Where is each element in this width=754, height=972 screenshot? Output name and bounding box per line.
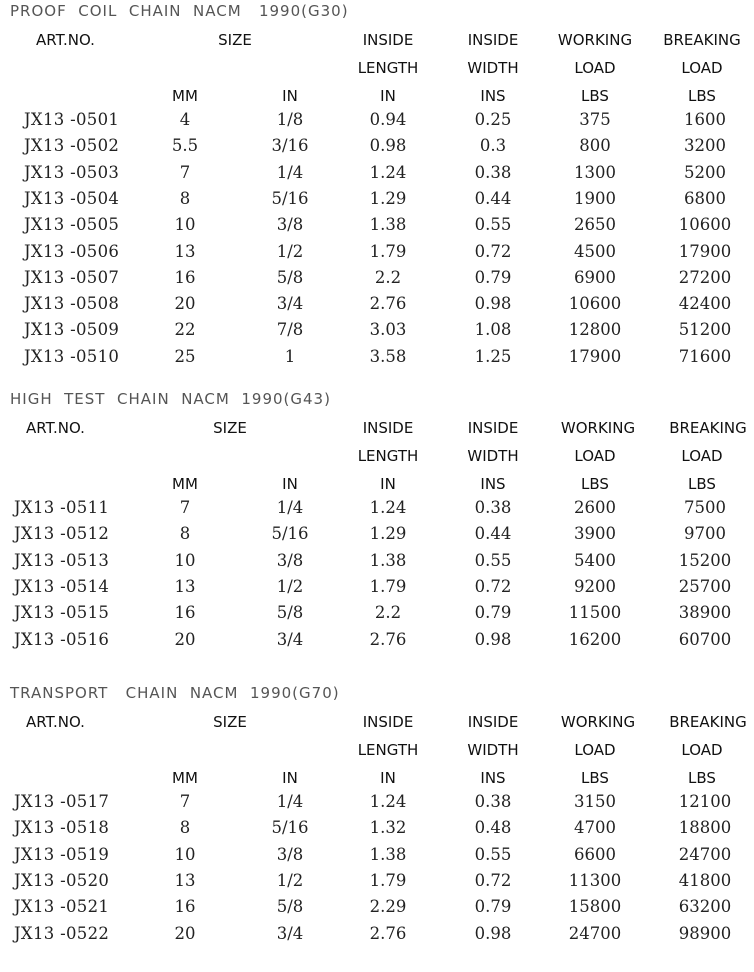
table-cell: 0.44 (474, 524, 512, 544)
unit-header: MM (172, 87, 198, 105)
table-cell: 3900 (574, 524, 616, 544)
table-cell: 9700 (684, 524, 726, 544)
table-cell: 20 (174, 923, 196, 943)
table-cell: 2.76 (369, 629, 407, 649)
table-cell: 24700 (568, 923, 622, 943)
table-cell: 1.79 (369, 870, 407, 890)
table-cell: 7500 (684, 498, 726, 517)
table-row (0, 601, 754, 627)
table-cell: 0.48 (474, 818, 512, 838)
high-test-title: HIGH TEST CHAIN NACM 1990(G43) (10, 390, 331, 408)
table-cell: 1/8 (276, 110, 304, 129)
art-no-cell: JX13 -0506 (24, 241, 120, 261)
table-cell: 1/4 (276, 792, 304, 811)
column-header: INSIDE (467, 713, 519, 731)
art-no-cell: JX13 -0519 (14, 844, 110, 864)
table-cell: 3/8 (276, 844, 304, 864)
table-cell: 4500 (574, 241, 616, 261)
table-row (0, 922, 754, 948)
unit-header: INS (480, 475, 506, 493)
table-row (0, 266, 754, 292)
column-header: SIZE (213, 419, 247, 437)
table-cell: 0.72 (474, 870, 512, 890)
column-header: ART.NO. (26, 419, 85, 437)
table-row (0, 790, 754, 816)
unit-header: LBS (581, 87, 609, 105)
table-row (0, 496, 754, 522)
table-row (0, 575, 754, 601)
unit-header: LBS (688, 769, 716, 787)
art-no-cell: JX13 -0502 (24, 136, 120, 156)
art-no-cell: JX13 -0517 (14, 792, 110, 811)
art-no-cell: JX13 -0522 (14, 923, 110, 943)
column-header-line2: LENGTH (357, 447, 419, 465)
table-cell: 1.38 (369, 215, 407, 235)
table-cell: 1.24 (369, 498, 407, 517)
table-cell: 1/2 (276, 241, 304, 261)
table-row (0, 318, 754, 344)
table-cell: 1.24 (369, 162, 407, 182)
table-row (0, 549, 754, 575)
table-row (0, 816, 754, 842)
table-cell: 1/2 (276, 576, 304, 596)
table-cell: 5/16 (271, 524, 309, 544)
table-row (0, 134, 754, 160)
table-cell: 3/4 (276, 923, 304, 943)
spec-section (0, 682, 754, 972)
column-header: SIZE (213, 713, 247, 731)
unit-header: INS (480, 769, 506, 787)
unit-header: IN (380, 475, 396, 493)
table-cell: 0.98 (474, 629, 512, 649)
art-no-cell: JX13 -0509 (24, 320, 120, 340)
table-cell: 5/16 (271, 818, 309, 838)
table-cell: 24700 (678, 844, 732, 864)
table-cell: 51200 (678, 320, 732, 340)
unit-header: MM (172, 769, 198, 787)
table-cell: 1.08 (474, 320, 512, 340)
table-cell: 1600 (684, 110, 726, 129)
column-header-line2: LOAD (574, 59, 616, 77)
table-cell: 8 (179, 818, 191, 838)
table-cell: 1300 (574, 162, 616, 182)
art-no-cell: JX13 -0508 (24, 294, 120, 314)
column-header: INSIDE (362, 419, 414, 437)
table-cell: 13 (174, 870, 196, 890)
art-no-cell: JX13 -0516 (14, 629, 110, 649)
table-row (0, 213, 754, 239)
table-cell: 5200 (684, 162, 726, 182)
table-cell: 800 (579, 136, 611, 156)
table-cell: 0.79 (474, 267, 512, 287)
table-cell: 11500 (568, 603, 622, 623)
table-row (0, 108, 754, 134)
art-no-cell: JX13 -0507 (24, 267, 120, 287)
table-cell: 1/2 (276, 870, 304, 890)
table-cell: 0.38 (474, 498, 512, 517)
table-cell: 15200 (678, 550, 732, 570)
table-cell: 3.58 (369, 346, 407, 366)
table-cell: 0.38 (474, 792, 512, 811)
table-cell: 1900 (574, 188, 616, 208)
table-cell: 10 (174, 844, 196, 864)
table-cell: 60700 (678, 629, 732, 649)
table-cell: 16 (174, 267, 196, 287)
table-cell: 6900 (574, 267, 616, 287)
table-cell: 0.98 (474, 294, 512, 314)
table-cell: 8 (179, 188, 191, 208)
table-cell: 5400 (574, 550, 616, 570)
table-row (0, 292, 754, 318)
table-cell: 3/4 (276, 294, 304, 314)
table-cell: 0.72 (474, 576, 512, 596)
table-cell: 17900 (678, 241, 732, 261)
table-cell: 20 (174, 629, 196, 649)
unit-header: LBS (688, 87, 716, 105)
column-header-line2: LOAD (574, 741, 616, 759)
table-cell: 5/8 (276, 897, 304, 917)
table-cell: 4 (179, 110, 191, 129)
table-cell: 1/4 (276, 162, 304, 182)
table-cell: 27200 (678, 267, 732, 287)
table-cell: 0.79 (474, 897, 512, 917)
table-cell: 2600 (574, 498, 616, 517)
column-header-line2: LOAD (681, 741, 723, 759)
table-cell: 1.29 (369, 524, 407, 544)
table-cell: 2.76 (369, 294, 407, 314)
column-header: WORKING (560, 713, 636, 731)
column-header-line2: WIDTH (467, 447, 519, 465)
table-cell: 8 (179, 524, 191, 544)
table-cell: 5/8 (276, 267, 304, 287)
table-cell: 16 (174, 603, 196, 623)
art-no-cell: JX13 -0514 (14, 576, 110, 596)
table-cell: 1.79 (369, 576, 407, 596)
table-cell: 0.3 (479, 136, 507, 156)
table-cell: 12100 (678, 792, 732, 811)
proof-coil-title: PROOF COIL CHAIN NACM 1990(G30) (10, 2, 349, 20)
column-header-line2: WIDTH (467, 741, 519, 759)
table-cell: 0.38 (474, 162, 512, 182)
table-cell: 22 (174, 320, 196, 340)
art-no-cell: JX13 -0510 (24, 346, 120, 366)
table-cell: 3/4 (276, 629, 304, 649)
column-header: WORKING (557, 31, 633, 49)
table-cell: 10 (174, 215, 196, 235)
table-cell: 4700 (574, 818, 616, 838)
table-cell: 63200 (678, 897, 732, 917)
art-no-cell: JX13 -0521 (14, 897, 110, 917)
table-cell: 25700 (678, 576, 732, 596)
spec-section (0, 388, 754, 678)
table-cell: 15800 (568, 897, 622, 917)
table-cell: 0.98 (474, 923, 512, 943)
table-cell: 71600 (678, 346, 732, 366)
unit-header: MM (172, 475, 198, 493)
column-header-line2: WIDTH (467, 59, 519, 77)
unit-header: LBS (688, 475, 716, 493)
table-cell: 1.25 (474, 346, 512, 366)
table-cell: 98900 (678, 923, 732, 943)
table-row (0, 240, 754, 266)
unit-header: LBS (581, 475, 609, 493)
table-cell: 2.76 (369, 923, 407, 943)
table-cell: 12800 (568, 320, 622, 340)
column-header-line2: LOAD (681, 447, 723, 465)
column-header: ART.NO. (26, 713, 85, 731)
table-cell: 42400 (678, 294, 732, 314)
table-cell: 25 (174, 346, 196, 366)
table-cell: 6600 (574, 844, 616, 864)
unit-header: IN (380, 769, 396, 787)
art-no-cell: JX13 -0512 (14, 524, 110, 544)
art-no-cell: JX13 -0515 (14, 603, 110, 623)
art-no-cell: JX13 -0520 (14, 870, 110, 890)
column-header: BREAKING (669, 419, 747, 437)
unit-header: IN (380, 87, 396, 105)
table-cell: 5/8 (276, 603, 304, 623)
table-row (0, 869, 754, 895)
column-header-line2: LENGTH (357, 741, 419, 759)
column-header-line2: LOAD (681, 59, 723, 77)
table-cell: 0.44 (474, 188, 512, 208)
table-cell: 41800 (678, 870, 732, 890)
table-cell: 18800 (678, 818, 732, 838)
table-row (0, 345, 754, 371)
unit-header: LBS (581, 769, 609, 787)
table-cell: 2.29 (369, 897, 407, 917)
art-no-cell: JX13 -0511 (14, 498, 110, 517)
unit-header: IN (282, 769, 298, 787)
table-cell: 1.29 (369, 188, 407, 208)
column-header: INSIDE (362, 713, 414, 731)
table-cell: 0.55 (474, 844, 512, 864)
column-header: INSIDE (362, 31, 414, 49)
table-cell: 0.79 (474, 603, 512, 623)
table-row (0, 895, 754, 921)
table-cell: 375 (579, 110, 611, 129)
art-no-cell: JX13 -0513 (14, 550, 110, 570)
table-row (0, 843, 754, 869)
table-cell: 7/8 (276, 320, 304, 340)
table-row (0, 628, 754, 654)
table-cell: 0.25 (474, 110, 512, 129)
table-cell: 10600 (568, 294, 622, 314)
transport-title: TRANSPORT CHAIN NACM 1990(G70) (10, 684, 340, 702)
table-row (0, 161, 754, 187)
table-cell: 13 (174, 576, 196, 596)
column-header: SIZE (218, 31, 252, 49)
table-cell: 3200 (684, 136, 726, 156)
table-cell: 20 (174, 294, 196, 314)
unit-header: IN (282, 475, 298, 493)
table-cell: 17900 (568, 346, 622, 366)
table-cell: 3/16 (271, 136, 309, 156)
table-cell: 10 (174, 550, 196, 570)
table-cell: 5.5 (171, 136, 199, 156)
table-cell: 3150 (574, 792, 616, 811)
table-cell: 5/16 (271, 188, 309, 208)
table-cell: 3.03 (369, 320, 407, 340)
table-cell: 1.38 (369, 550, 407, 570)
column-header-line2: LENGTH (357, 59, 419, 77)
table-cell: 2.2 (374, 267, 402, 287)
table-cell: 1 (284, 346, 296, 366)
table-cell: 1/4 (276, 498, 304, 517)
art-no-cell: JX13 -0505 (24, 215, 120, 235)
table-cell: 6800 (684, 188, 726, 208)
art-no-cell: JX13 -0504 (24, 188, 120, 208)
column-header: BREAKING (669, 713, 747, 731)
art-no-cell: JX13 -0503 (24, 162, 120, 182)
table-cell: 38900 (678, 603, 732, 623)
table-cell: 0.55 (474, 215, 512, 235)
table-cell: 2.2 (374, 603, 402, 623)
column-header-line2: LOAD (574, 447, 616, 465)
table-cell: 0.55 (474, 550, 512, 570)
art-no-cell: JX13 -0518 (14, 818, 110, 838)
unit-header: INS (480, 87, 506, 105)
column-header: INSIDE (467, 419, 519, 437)
column-header: ART.NO. (36, 31, 95, 49)
table-cell: 11300 (568, 870, 622, 890)
table-cell: 16 (174, 897, 196, 917)
spec-section (0, 0, 754, 366)
table-cell: 1.79 (369, 241, 407, 261)
table-cell: 7 (179, 498, 191, 517)
column-header: INSIDE (467, 31, 519, 49)
table-cell: 7 (179, 792, 191, 811)
table-cell: 10600 (678, 215, 732, 235)
table-cell: 3/8 (276, 215, 304, 235)
table-cell: 0.72 (474, 241, 512, 261)
table-cell: 16200 (568, 629, 622, 649)
table-cell: 3/8 (276, 550, 304, 570)
table-cell: 1.24 (369, 792, 407, 811)
table-cell: 0.94 (369, 110, 407, 129)
table-cell: 1.32 (369, 818, 407, 838)
table-cell: 13 (174, 241, 196, 261)
unit-header: IN (282, 87, 298, 105)
table-row (0, 522, 754, 548)
table-cell: 7 (179, 162, 191, 182)
table-cell: 9200 (574, 576, 616, 596)
table-cell: 2650 (574, 215, 616, 235)
table-row (0, 187, 754, 213)
table-cell: 1.38 (369, 844, 407, 864)
column-header: WORKING (560, 419, 636, 437)
table-cell: 0.98 (369, 136, 407, 156)
column-header: BREAKING (663, 31, 741, 49)
art-no-cell: JX13 -0501 (24, 110, 120, 129)
